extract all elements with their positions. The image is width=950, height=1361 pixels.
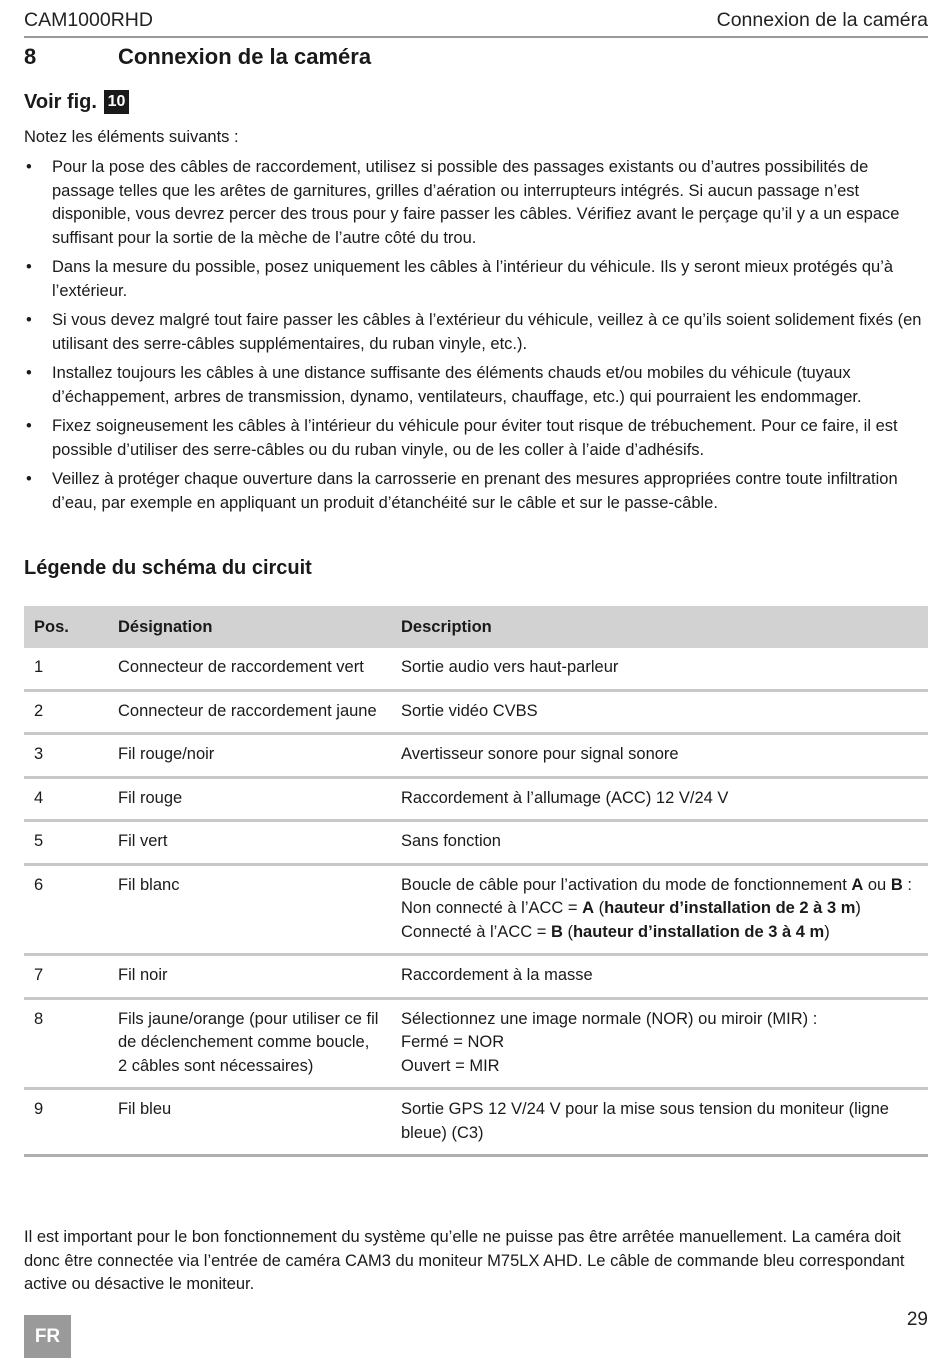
legend-heading: Légende du schéma du circuit (24, 557, 312, 579)
description-line: Sélectionnez une image normale (NOR) ou miroir (MIR) : (401, 1009, 818, 1028)
mode-label: A (851, 875, 864, 894)
cell-description: Raccordement à la masse (391, 955, 928, 999)
column-header-designation: Désignation (108, 606, 391, 648)
installation-height: hauteur d’installation de 3 à 4 m (572, 922, 825, 941)
cell-designation: Connecteur de raccordement jaune (108, 690, 391, 734)
mode-label: B (550, 922, 563, 941)
cell-designation: Connecteur de raccordement vert (108, 648, 391, 690)
cell-pos: 7 (24, 955, 108, 999)
section-number: 8 (24, 44, 37, 69)
column-header-pos: Pos. (24, 606, 108, 648)
list-item (24, 468, 928, 515)
text-fragment: Connecté à l’ACC = (401, 922, 551, 941)
text-fragment: ) (855, 899, 861, 917)
cell-pos: 5 (24, 821, 108, 865)
cell-pos: 9 (24, 1089, 108, 1156)
text-fragment: ) (824, 922, 830, 941)
closing-paragraph: Il est important pour le bon fonctionnement du système qu’elle ne puisse pas être arrêtée manuellement. La caméra doit donc être connectée via l’entrée de caméra CAM3 du moniteur M75LX AHD. Le câble de commande bleu correspondant active ou désactive le moniteur. (24, 1228, 905, 1293)
list-item-text: Si vous devez malgré tout faire passer les câbles à l’extérieur du véhicule, veillez à ce qu’ils soient solidement fixés (en utilisant des serre-câbles supplémentaires, du ruban vinyle, etc.). (52, 311, 922, 353)
table-row (24, 777, 928, 821)
cell-description (391, 864, 928, 955)
list-item-text: Installez toujours les câbles à une distance suffisante des éléments chauds et/ou mobiles du véhicule (tuyaux d’échappement, arbres de transmission, dynamo, ventilateurs, chauffage, etc.) qui pourraient les endommager. (52, 364, 862, 406)
text-fragment: : (902, 875, 912, 894)
cell-designation: Fil rouge (108, 777, 391, 821)
table-row (24, 955, 928, 999)
section-title: Connexion de la caméra (118, 44, 372, 69)
column-header-description: Description (391, 606, 928, 648)
cell-pos: 2 (24, 690, 108, 734)
bullet-icon: • (26, 158, 32, 176)
bullet-icon: • (26, 311, 32, 329)
list-item-text: Dans la mesure du possible, posez uniquement les câbles à l’intérieur du véhicule. Ils y seront mieux protégés qu’à l’extérieur. (52, 258, 894, 300)
description-line: Fermé = NOR (401, 1033, 505, 1051)
circuit-legend-table (24, 606, 928, 1157)
figure-reference (24, 88, 129, 116)
mode-label: A (582, 899, 595, 917)
list-item (24, 256, 928, 303)
section-heading (24, 44, 928, 72)
description-line (401, 897, 918, 921)
table-row (24, 648, 928, 690)
text-fragment: ( (594, 899, 605, 917)
table-row (24, 821, 928, 865)
list-item-text: Veillez à protéger chaque ouverture dans la carrosserie en prenant des mesures appropriées contre toute infiltration d’eau, par exemple en appliquant un produit d’étanchéité sur le câble et sur le passe-câble. (52, 470, 898, 512)
bullet-icon: • (26, 258, 32, 276)
text-fragment: ( (562, 922, 573, 941)
text-fragment: Non connecté à l’ACC = (401, 899, 583, 917)
cell-pos: 1 (24, 648, 108, 690)
cell-designation: Fil blanc (108, 864, 391, 955)
cell-description (391, 998, 928, 1089)
text-fragment: ou (863, 875, 891, 894)
cell-description: Sans fonction (391, 821, 928, 865)
table-row (24, 690, 928, 734)
description-line: Ouvert = MIR (401, 1056, 500, 1075)
list-item (24, 415, 928, 462)
cell-designation: Fils jaune/orange (pour utiliser ce fil de déclenchement comme boucle, 2 câbles sont nécessaires) (108, 998, 391, 1089)
description-line (401, 921, 918, 945)
mode-label: B (890, 875, 903, 894)
cell-pos: 8 (24, 998, 108, 1089)
running-header (24, 8, 928, 38)
header-chapter: Connexion de la caméra (716, 9, 928, 31)
cell-pos: 3 (24, 734, 108, 778)
figure-reference-label: Voir fig. (24, 90, 97, 113)
table-row (24, 734, 928, 778)
cell-description: Sortie GPS 12 V/24 V pour la mise sous tension du moniteur (ligne bleue) (C3) (391, 1089, 928, 1156)
cell-designation: Fil noir (108, 955, 391, 999)
text-fragment: Boucle de câble pour l’activation du mode de fonctionnement (401, 875, 852, 894)
cell-description: Avertisseur sonore pour signal sonore (391, 734, 928, 778)
list-item (24, 156, 928, 250)
table-header-row (24, 606, 928, 648)
cell-description: Raccordement à l’allumage (ACC) 12 V/24 V (391, 777, 928, 821)
list-item-text: Fixez soigneusement les câbles à l’intérieur du véhicule pour éviter tout risque de trébuchement. Pour ce faire, il est possible d’utiliser des serre-câbles ou du ruban vinyle, ou de les coller à l’aide d’adhésifs. (52, 417, 898, 459)
cell-pos: 4 (24, 777, 108, 821)
list-item (24, 309, 928, 356)
table-row (24, 864, 928, 955)
cell-description: Sortie audio vers haut-parleur (391, 648, 928, 690)
bullet-icon: • (26, 417, 32, 435)
figure-number-badge: 10 (104, 90, 129, 114)
cell-designation: Fil rouge/noir (108, 734, 391, 778)
list-item-text: Pour la pose des câbles de raccordement, utilisez si possible des passages existants ou d’autres possibilités de passage telles que les arêtes de garnitures, grilles d’aération ou interrupteurs intégrés. Si aucun passage n’est disponible, vous devrez percer des trous pour y faire passer les câbles. Vérifiez avant le perçage qu’il y a un espace suffisant pour la sortie de la mèche de l’autre côté du trou. (52, 158, 900, 247)
bullet-icon: • (26, 470, 32, 488)
cell-designation: Fil bleu (108, 1089, 391, 1156)
list-item (24, 362, 928, 409)
bullet-icon: • (26, 364, 32, 382)
table-row (24, 1089, 928, 1156)
installation-height: hauteur d’installation de 2 à 3 m (604, 899, 856, 917)
intro-text: Notez les éléments suivants : (24, 128, 239, 146)
installation-notes-list (24, 156, 928, 521)
page-number: 29 (906, 1309, 928, 1330)
language-badge: FR (24, 1315, 71, 1358)
description-line (401, 874, 918, 898)
header-model: CAM1000RHD (24, 9, 153, 31)
cell-description: Sortie vidéo CVBS (391, 690, 928, 734)
cell-pos: 6 (24, 864, 108, 955)
table-row (24, 998, 928, 1089)
cell-designation: Fil vert (108, 821, 391, 865)
